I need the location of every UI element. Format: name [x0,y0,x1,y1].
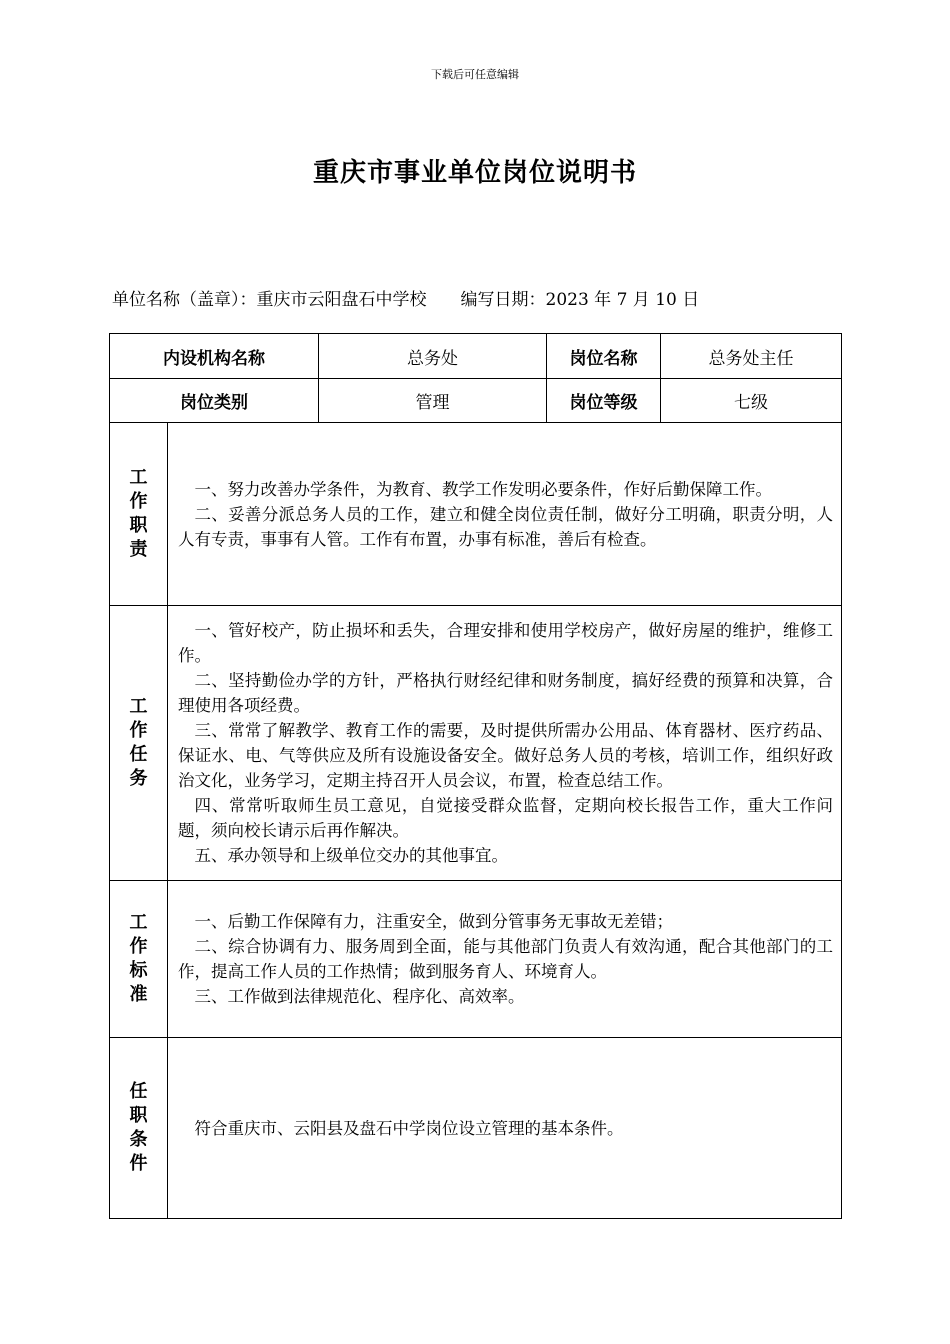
task-item: 三、常常了解教学、教育工作的需要，及时提供所需办公用品、体育器材、医疗药品、保证水、电、气等供应及所有设施设备安全。做好总务人员的考核，培训工作，组织好政治文化，业务学习，定期主持召开人员会议，布置，检查总结工作。 [178,721,833,790]
table-row-org [110,334,842,379]
table-row-category [110,379,842,423]
grade-value: 七级 [661,379,842,423]
unit-label: 单位名称（盖章）： [112,290,257,310]
post-value: 总务处主任 [661,334,842,379]
date-value: 2023 年 7 月 10 日 [545,290,700,310]
standard-item: 三、工作做到法律规范化、程序化、高效率。 [194,987,525,1006]
standards-label: 工 作 标 准 [110,881,168,1038]
meta-line [112,285,699,310]
document-title: 重庆市事业单位岗位说明书 [312,158,637,188]
qualifications-label: 任 职 条 件 [110,1038,168,1219]
grade-label: 岗位等级 [547,379,661,423]
job-description-table [109,333,842,1219]
tasks-label: 工 作 任 务 [110,606,168,881]
org-label: 内设机构名称 [110,334,319,379]
task-item: 一、管好校产，防止损坏和丢失，合理安排和使用学校房产，做好房屋的维护，维修工作。 [178,621,833,665]
task-item: 四、常常听取师生员工意见，自觉接受群众监督，定期向校长报告工作，重大工作问题，须向校长请示后再作解决。 [178,796,833,840]
header-note: 下载后可任意编辑 [431,68,519,81]
date-label: 编写日期： [460,290,546,310]
unit-name: 重庆市云阳盘石中学校 [256,290,427,310]
table-row-duties [110,423,842,606]
table-row-tasks [110,606,842,881]
table-row-standards [110,881,842,1038]
tasks-content [168,606,842,881]
duties-content [168,423,842,606]
category-label: 岗位类别 [110,379,319,423]
duty-item: 一、努力改善办学条件，为教育、教学工作发明必要条件，作好后勤保障工作。 [194,479,772,499]
standards-content [168,881,842,1038]
duty-item: 二、妥善分派总务人员的工作，建立和健全岗位责任制，做好分工明确，职责分明，人人有专责，事事有人管。工作有布置，办事有标准，善后有检查。 [178,504,833,549]
org-value: 总务处 [319,334,547,379]
standard-item: 二、综合协调有力、服务周到全面，能与其他部门负责人有效沟通，配合其他部门的工作，提高工作人员的工作热情；做到服务育人、环境育人。 [178,937,833,981]
category-value: 管理 [319,379,547,423]
qualification-item: 符合重庆市、云阳县及盘石中学岗位设立管理的基本条件。 [194,1118,624,1138]
standard-item: 一、后勤工作保障有力，注重安全，做到分管事务无事故无差错； [194,912,673,931]
qualifications-content [168,1038,842,1219]
table-row-qualifications [110,1038,842,1219]
task-item: 二、坚持勤俭办学的方针，严格执行财经纪律和财务制度，搞好经费的预算和决算，合理使用各项经费。 [178,671,833,715]
duties-label: 工 作 职 责 [110,423,168,606]
post-label: 岗位名称 [547,334,661,379]
task-item: 五、承办领导和上级单位交办的其他事宜。 [194,846,508,865]
